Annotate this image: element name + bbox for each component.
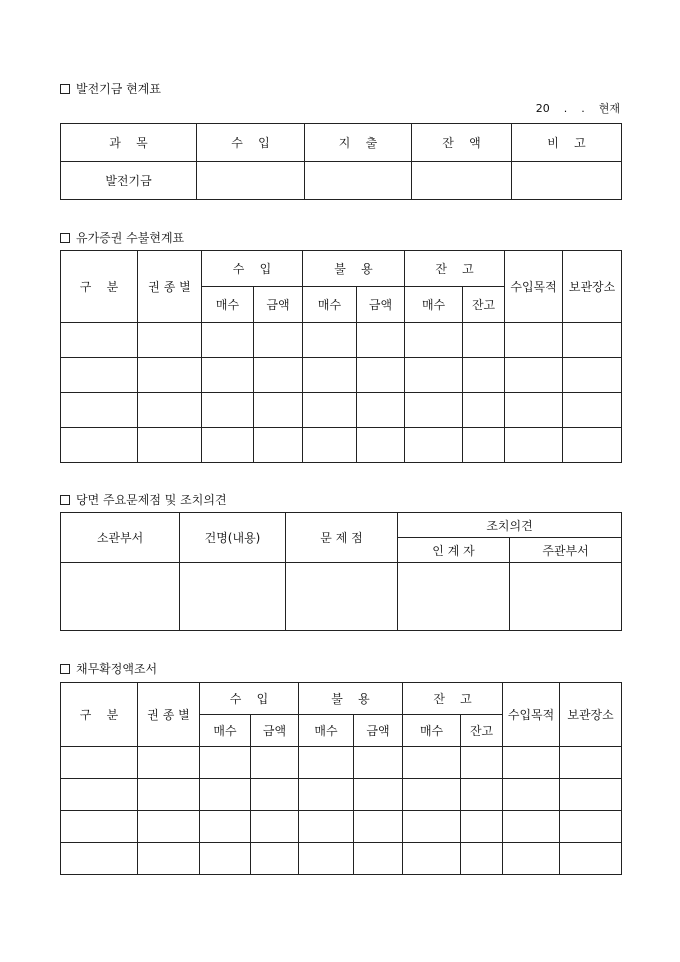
cell-empty[interactable] [463, 323, 505, 358]
cell-empty[interactable] [505, 428, 563, 463]
cell-empty[interactable] [299, 747, 354, 779]
cell-empty[interactable] [354, 811, 403, 843]
table-row [61, 323, 622, 358]
cell-empty[interactable] [200, 843, 251, 875]
cell-empty[interactable] [61, 358, 138, 393]
cell-empty[interactable] [200, 811, 251, 843]
cell-empty[interactable] [138, 843, 200, 875]
cell-empty[interactable] [138, 393, 202, 428]
header-handover: 인 계 자 [398, 538, 510, 563]
checkbox-icon [60, 495, 70, 505]
cell-empty[interactable] [251, 747, 299, 779]
checkbox-icon [60, 233, 70, 243]
cell-empty[interactable] [138, 779, 200, 811]
cell-empty[interactable] [61, 811, 138, 843]
cell-empty[interactable] [357, 428, 405, 463]
cell-empty[interactable] [505, 358, 563, 393]
cell-empty[interactable] [202, 393, 254, 428]
cell-empty[interactable] [254, 323, 303, 358]
subheader-count: 매수 [202, 287, 254, 323]
cell-empty[interactable] [251, 843, 299, 875]
cell-empty[interactable] [560, 811, 622, 843]
cell-empty[interactable] [138, 323, 202, 358]
header-storage: 보관장소 [563, 251, 622, 323]
cell-empty[interactable] [299, 843, 354, 875]
header-purpose: 수입목적 [503, 683, 560, 747]
cell-empty[interactable] [303, 323, 357, 358]
cell-empty[interactable] [197, 162, 305, 200]
cell-empty[interactable] [461, 843, 503, 875]
header-balance: 잔 고 [405, 251, 505, 287]
section-title-debt: 채무확정액조서 [60, 660, 157, 677]
cell-empty[interactable] [61, 779, 138, 811]
cell-empty[interactable] [202, 428, 254, 463]
cell-empty[interactable] [510, 563, 622, 631]
section-title-securities: 유가증권 수불현계표 [60, 229, 184, 246]
subheader-count: 매수 [299, 715, 354, 747]
subheader-count: 매수 [405, 287, 463, 323]
cell-empty[interactable] [403, 843, 461, 875]
row-label-fund: 발전기금 [61, 162, 197, 200]
cell-empty[interactable] [405, 323, 463, 358]
cell-empty[interactable] [503, 811, 560, 843]
header-subject: 과 목 [61, 124, 197, 162]
cell-empty[interactable] [398, 563, 510, 631]
cell-empty[interactable] [405, 428, 463, 463]
cell-empty[interactable] [251, 811, 299, 843]
date-label: 20 . . 현재 [535, 102, 620, 115]
cell-empty[interactable] [299, 811, 354, 843]
table-row [61, 563, 622, 631]
header-kind: 권 종 별 [138, 251, 202, 323]
fund-table [60, 123, 622, 200]
subheader-amount: 금액 [251, 715, 299, 747]
cell-empty[interactable] [463, 358, 505, 393]
cell-empty[interactable] [463, 428, 505, 463]
cell-empty[interactable] [251, 779, 299, 811]
header-storage: 보관장소 [560, 683, 622, 747]
checkbox-icon [60, 84, 70, 94]
cell-empty[interactable] [461, 779, 503, 811]
cell-empty[interactable] [503, 843, 560, 875]
cell-empty[interactable] [412, 162, 512, 200]
cell-empty[interactable] [463, 393, 505, 428]
table-row [61, 779, 622, 811]
table-row [61, 811, 622, 843]
cell-empty[interactable] [405, 393, 463, 428]
cell-empty[interactable] [403, 747, 461, 779]
cell-empty[interactable] [505, 393, 563, 428]
header-action: 조치의견 [398, 513, 622, 538]
cell-empty[interactable] [180, 563, 286, 631]
cell-empty[interactable] [461, 747, 503, 779]
cell-empty[interactable] [299, 779, 354, 811]
table-row [61, 428, 622, 463]
header-dept: 소관부서 [61, 513, 180, 563]
cell-empty[interactable] [303, 358, 357, 393]
securities-table [60, 250, 622, 463]
table-row [61, 358, 622, 393]
header-kind: 권 종 별 [138, 683, 200, 747]
cell-empty[interactable] [200, 779, 251, 811]
cell-empty[interactable] [563, 428, 622, 463]
header-income: 수 입 [197, 124, 305, 162]
cell-empty[interactable] [61, 323, 138, 358]
cell-empty[interactable] [254, 428, 303, 463]
checkbox-icon [60, 664, 70, 674]
cell-empty[interactable] [138, 358, 202, 393]
cell-empty[interactable] [560, 843, 622, 875]
cell-empty[interactable] [560, 779, 622, 811]
section-title-issues: 당면 주요문제점 및 조치의견 [60, 491, 227, 508]
header-problem: 문 제 점 [286, 513, 398, 563]
cell-empty[interactable] [202, 358, 254, 393]
cell-empty[interactable] [354, 747, 403, 779]
cell-empty[interactable] [61, 747, 138, 779]
header-use: 불 용 [303, 251, 405, 287]
cell-empty[interactable] [200, 747, 251, 779]
header-case: 건명(내용) [180, 513, 286, 563]
header-remarks: 비 고 [512, 124, 622, 162]
cell-empty[interactable] [403, 811, 461, 843]
cell-empty[interactable] [61, 393, 138, 428]
header-gubun: 구 분 [61, 683, 138, 747]
issues-table [60, 512, 622, 631]
cell-empty[interactable] [563, 323, 622, 358]
cell-empty[interactable] [286, 563, 398, 631]
table-row [61, 843, 622, 875]
subheader-amount: 금액 [354, 715, 403, 747]
cell-empty[interactable] [461, 811, 503, 843]
subheader-balance: 잔고 [463, 287, 505, 323]
cell-empty[interactable] [563, 393, 622, 428]
cell-empty[interactable] [303, 428, 357, 463]
cell-empty[interactable] [357, 323, 405, 358]
cell-empty[interactable] [138, 811, 200, 843]
cell-empty[interactable] [254, 358, 303, 393]
cell-empty[interactable] [357, 393, 405, 428]
cell-empty[interactable] [61, 428, 138, 463]
cell-empty[interactable] [254, 393, 303, 428]
cell-empty[interactable] [405, 358, 463, 393]
cell-empty[interactable] [354, 779, 403, 811]
cell-empty[interactable] [512, 162, 622, 200]
subheader-amount: 금액 [357, 287, 405, 323]
cell-empty[interactable] [563, 358, 622, 393]
header-income: 수 입 [202, 251, 303, 287]
header-expense: 지 출 [305, 124, 412, 162]
table-row [61, 393, 622, 428]
cell-empty[interactable] [357, 358, 405, 393]
table-row [61, 747, 622, 779]
debt-table [60, 682, 622, 875]
cell-empty[interactable] [503, 747, 560, 779]
cell-empty[interactable] [560, 747, 622, 779]
cell-empty[interactable] [505, 323, 563, 358]
header-balance: 잔 액 [412, 124, 512, 162]
cell-empty[interactable] [138, 428, 202, 463]
header-purpose: 수입목적 [505, 251, 563, 323]
header-use: 불 용 [299, 683, 403, 715]
subheader-amount: 금액 [254, 287, 303, 323]
subheader-count: 매수 [403, 715, 461, 747]
header-income: 수 입 [200, 683, 299, 715]
header-main-dept: 주관부서 [510, 538, 622, 563]
cell-empty[interactable] [61, 563, 180, 631]
cell-empty[interactable] [138, 747, 200, 779]
cell-empty[interactable] [305, 162, 412, 200]
cell-empty[interactable] [503, 779, 560, 811]
cell-empty[interactable] [202, 323, 254, 358]
section-title-fund: 발전기금 현계표 [60, 80, 161, 97]
header-balance: 잔 고 [403, 683, 503, 715]
cell-empty[interactable] [354, 843, 403, 875]
header-gubun: 구 분 [61, 251, 138, 323]
subheader-count: 매수 [303, 287, 357, 323]
cell-empty[interactable] [303, 393, 357, 428]
cell-empty[interactable] [403, 779, 461, 811]
subheader-count: 매수 [200, 715, 251, 747]
cell-empty[interactable] [61, 843, 138, 875]
subheader-balance: 잔고 [461, 715, 503, 747]
